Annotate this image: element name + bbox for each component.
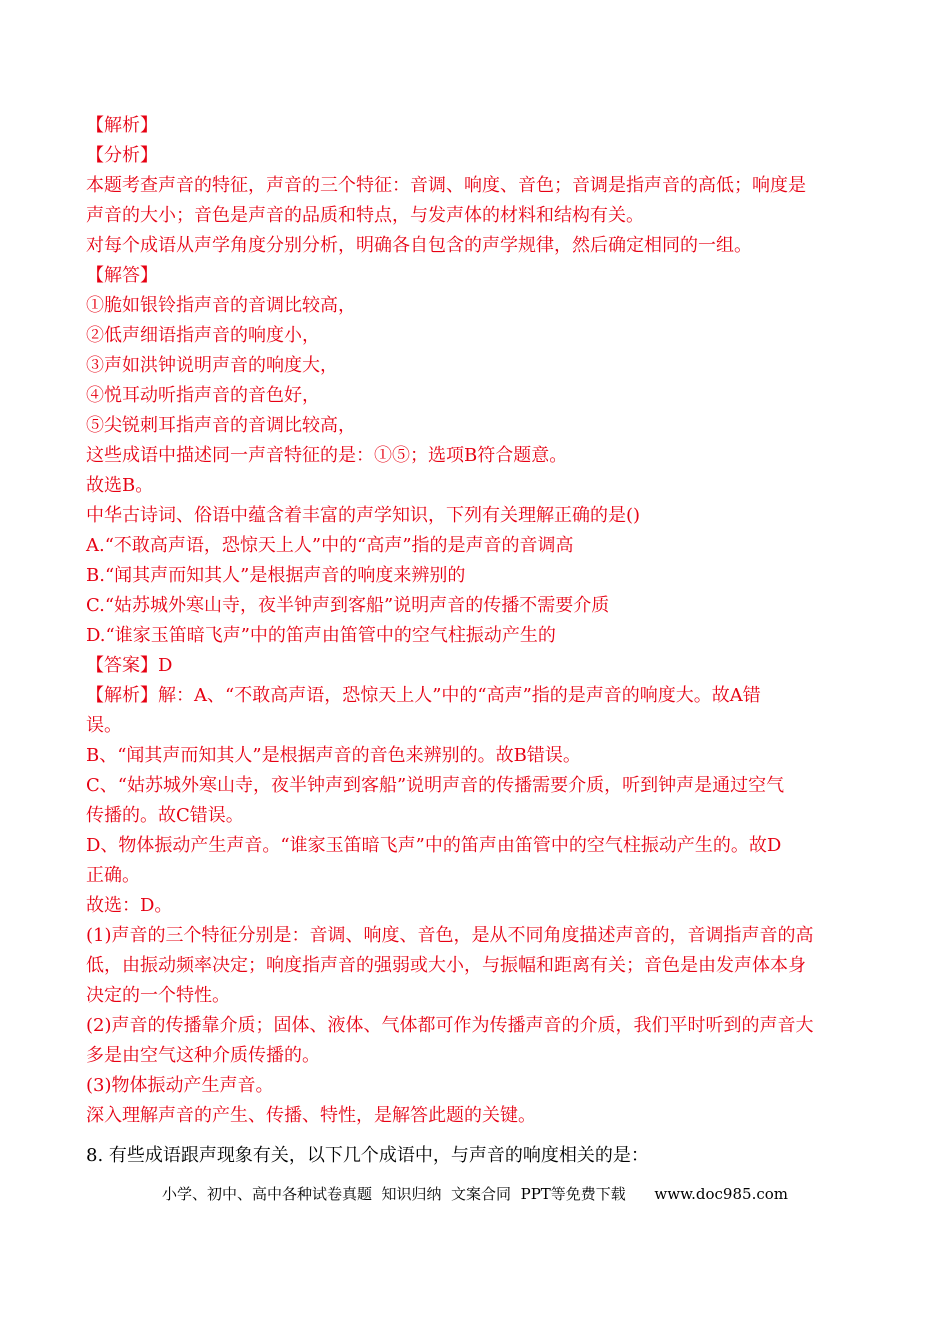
solution-heading: 【解答】	[86, 265, 158, 286]
explanation-text: 误。	[86, 715, 122, 736]
knowledge-point: (1)声音的三个特征分别是：音调、响度、音色，是从不同角度描述声音的，音调指声音的高	[86, 925, 814, 946]
solution-item: ③声如洪钟说明声音的响度大，	[86, 355, 338, 376]
solution-item: ④悦耳动听指声音的音色好，	[86, 385, 320, 406]
analysis-text: 本题考查声音的特征，声音的三个特征：音调、响度、音色；音调是指声音的高低；响度是	[86, 175, 806, 196]
analysis-text: 对每个成语从声学角度分别分析，明确各自包含的声学规律，然后确定相同的一组。	[86, 235, 752, 256]
option-b: B.“闻其声而知其人”是根据声音的响度来辨别的	[86, 565, 466, 586]
explanation-text: D、物体振动产生声音。“谁家玉笛暗飞声”中的笛声由笛管中的空气柱振动产生的。故D	[86, 835, 782, 856]
knowledge-point: 决定的一个特性。	[86, 985, 230, 1006]
next-question-stem: 8. 有些成语跟声现象有关，以下几个成语中，与声音的响度相关的是：	[86, 1145, 649, 1166]
explanation-text: 正确。	[86, 865, 140, 886]
option-c: C.“姑苏城外寒山寺，夜半钟声到客船”说明声音的传播不需要介质	[86, 595, 610, 616]
solution-item: ⑤尖锐刺耳指声音的音调比较高，	[86, 415, 356, 436]
explanation-text: B、“闻其声而知其人”是根据声音的音色来辨别的。故B错误。	[86, 745, 581, 766]
answer-line: 【答案】D	[86, 655, 173, 676]
solution-answer: 故选B。	[86, 475, 154, 496]
knowledge-point: 多是由空气这种介质传播的。	[86, 1045, 320, 1066]
summary-text: 深入理解声音的产生、传播、特性，是解答此题的关键。	[86, 1105, 536, 1126]
explanation-text: 【解析】解：A、“不敢高声语，恐惊天上人”中的“高声”指的是声音的响度大。故A错	[86, 685, 761, 706]
analysis-heading: 【解析】	[86, 115, 158, 136]
explanation-text: C、“姑苏城外寒山寺，夜半钟声到客船”说明声音的传播需要介质，听到钟声是通过空气	[86, 775, 785, 796]
solution-conclusion: 这些成语中描述同一声音特征的是：①⑤；选项B符合题意。	[86, 445, 568, 466]
analysis-sub-heading: 【分析】	[86, 145, 158, 166]
knowledge-point: (3)物体振动产生声音。	[86, 1075, 274, 1096]
option-d: D.“谁家玉笛暗飞声”中的笛声由笛管中的空气柱振动产生的	[86, 625, 556, 646]
page-footer: 小学、初中、高中各种试卷真题 知识归纳 文案合同 PPT等免费下载 www.doc985.com	[161, 1185, 788, 1203]
knowledge-point: 低，由振动频率决定；响度指声音的强弱或大小，与振幅和距离有关；音色是由发声体本身	[86, 955, 806, 976]
question-stem: 中华古诗词、俗语中蕴含着丰富的声学知识，下列有关理解正确的是()	[86, 505, 641, 526]
solution-item: ①脆如银铃指声音的音调比较高，	[86, 295, 356, 316]
explanation-text: 传播的。故C错误。	[86, 805, 244, 826]
solution-item: ②低声细语指声音的响度小，	[86, 325, 320, 346]
analysis-text: 声音的大小；音色是声音的品质和特点，与发声体的材料和结构有关。	[86, 205, 644, 226]
explanation-answer: 故选：D。	[86, 895, 173, 916]
knowledge-point: (2)声音的传播靠介质；固体、液体、气体都可作为传播声音的介质，我们平时听到的声音大	[86, 1015, 814, 1036]
option-a: A.“不敢高声语，恐惊天上人”中的“高声”指的是声音的音调高	[86, 535, 574, 556]
